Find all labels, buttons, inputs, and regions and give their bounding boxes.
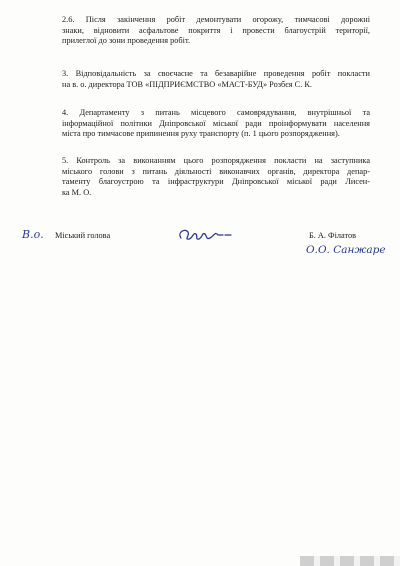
paragraph-4 [62,108,370,140]
acting-mark-handwritten: В.о. [22,228,44,241]
signature-block [0,226,400,266]
paragraph-line: 2.6. Після закінчення робіт демонтувати огорожу, тимчасові дорожні [62,15,370,24]
paragraph-line: на в. о. директора ТОВ «ПІДПРИЄМСТВО «МАСТ-БУД» Розбєя С. К. [62,79,312,89]
position-title: Міський голова [55,231,111,240]
paragraph-line: 4. Департаменту з питань місцевого самоврядування, внутрішньої та [62,108,370,117]
paragraph-line: міського голови з питань діяльності виконавчих органів, директора депар- [62,166,370,176]
paragraph-2-6 [62,15,370,47]
paragraph-line: ка М. О. [62,187,92,197]
printed-name: Б. А. Філатов [309,231,357,240]
scan-edge-marks [300,556,400,566]
paragraph-line: міста про тимчасове припинення руху транспорту (п. 1 цього розпорядження). [62,129,340,139]
paragraph-line: 5. Контроль за виконанням цього розпорядження покласти на заступника [62,156,370,165]
paragraph-line: таменту благоустрою та інфраструктури Дніпровської міської ради Лисен- [62,177,370,187]
paragraph-line: інформаційної політики Дніпровської міської ради проінформувати населення [62,118,370,128]
deputy-signature-handwritten: О.О. Санжаре [306,244,386,256]
paragraph-3 [62,69,370,90]
paragraph-line: прилеглої до зони проведення робіт. [62,36,191,46]
paragraph-line: 3. Відповідальність за своєчасне та безаварійне проведення робіт покласти [62,69,370,78]
handwritten-signature [175,226,253,244]
paragraph-5 [62,156,370,198]
paragraph-line: знаки, відновити асфальтове покриття і провести благоустрій території, [62,25,370,35]
